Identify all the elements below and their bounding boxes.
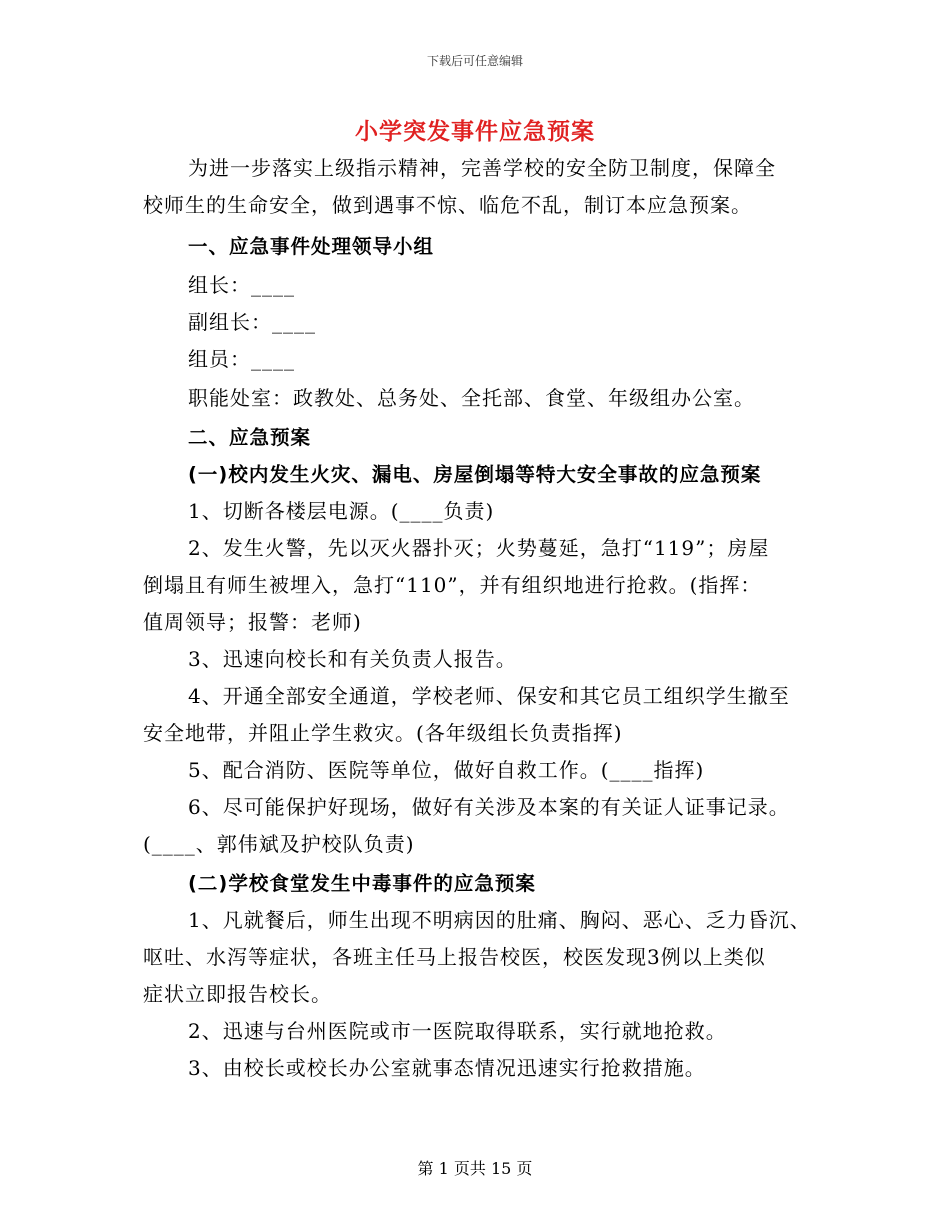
section-heading: (二)学校食堂发生中毒事件的应急预案 (188, 872, 536, 895)
document-body (143, 150, 811, 1087)
section-heading: 二、应急预案 (188, 426, 312, 449)
body-line: 组员：____ (188, 347, 295, 371)
body-line: 呕吐、水泻等症状，各班主任马上报告校医，校医发现3例以上类似 (143, 945, 766, 969)
body-line: 组长：____ (188, 273, 295, 297)
body-line: 6、尽可能保护好现场，做好有关涉及本案的有关证人证事记录。 (188, 795, 790, 819)
body-line: 5、配合消防、医院等单位，做好自救工作。(____指挥) (188, 758, 705, 782)
body-line: 校师生的生命安全，做到遇事不惊、临危不乱，制订本应急预案。 (143, 193, 752, 217)
body-line: 1、切断各楼层电源。(____负责) (188, 499, 495, 523)
document-title: 小学突发事件应急预案 (355, 119, 595, 145)
body-line: 倒塌且有师生被埋入，急打“110”，并有组织地进行抢救。(指挥： (143, 573, 762, 597)
body-line: 职能处室：政教处、总务处、全托部、食堂、年级组办公室。 (188, 386, 755, 410)
body-line: 症状立即报告校长。 (143, 982, 332, 1006)
section-heading: (一)校内发生火灾、漏电、房屋倒塌等特大安全事故的应急预案 (188, 463, 762, 486)
body-line: 3、迅速向校长和有关负责人报告。 (188, 647, 517, 671)
header-note: 下载后可任意编辑 (426, 54, 523, 68)
body-line: 4、开通全部安全通道，学校老师、保安和其它员工组织学生撤至 (188, 684, 790, 708)
body-line: 2、发生火警，先以灭火器扑灭；火势蔓延，急打“119”；房屋 (188, 536, 770, 560)
body-line: 1、凡就餐后，师生出现不明病因的肚痛、胸闷、恶心、乏力昏沉、 (188, 908, 811, 932)
body-line: 副组长：____ (188, 310, 316, 334)
page-footer: 第 1 页共 15 页 (417, 1159, 533, 1178)
section-heading: 一、应急事件处理领导小组 (188, 235, 435, 258)
body-line: 3、由校长或校长办公室就事态情况迅速实行抢救措施。 (188, 1056, 706, 1080)
body-line: (____、郭伟斌及护校队负责) (143, 832, 415, 856)
body-line: 为进一步落实上级指示精神，完善学校的安全防卫制度，保障全 (188, 156, 776, 180)
body-line: 安全地带，并阻止学生救灾。(各年级组长负责指挥) (143, 721, 623, 745)
body-line: 2、迅速与台州医院或市一医院取得联系，实行就地抢救。 (188, 1019, 727, 1043)
body-line: 值周领导；报警：老师) (143, 610, 362, 634)
